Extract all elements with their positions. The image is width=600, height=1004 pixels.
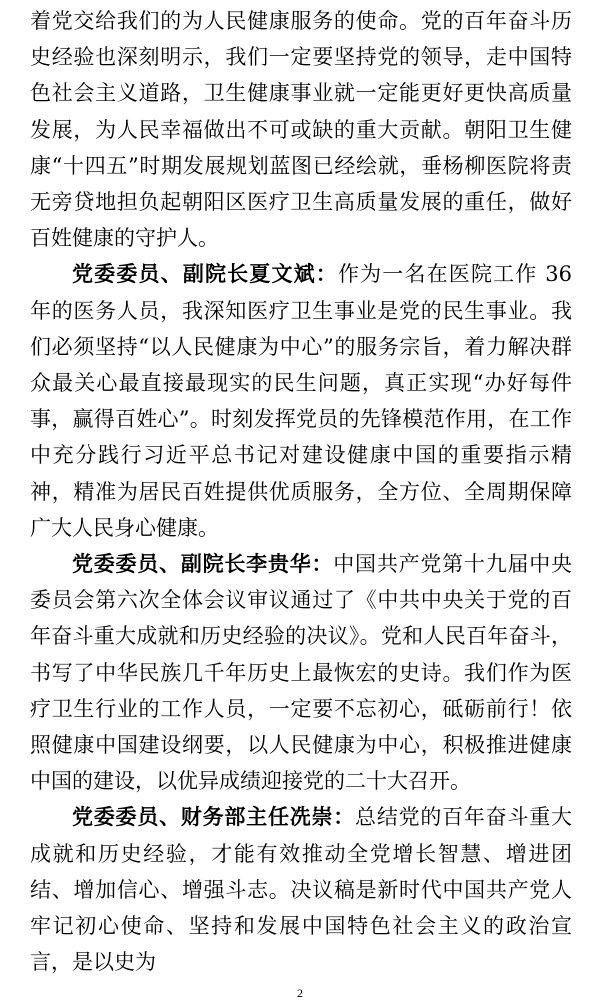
paragraph-xian-chong — [30, 799, 572, 980]
page-number: 2 — [297, 986, 303, 1000]
paragraph-continuation — [30, 3, 572, 256]
paragraph-text: 中国共产党第十九届中央委员会第六次全体会议审议通过了《中共中央关于党的百年奋斗重大成就和历史经验的决议》。党和人民百年奋斗，书写了中华民族几千年历史上最恢宏的史诗。我们作为医疗卫生行业的工作人员，一定要不忘初心，砥砺前行！依照健康中国建设纲要，以人民健康为中心，积极推进健康中国的建设，以优异成绩迎接党的二十大召开。 — [30, 552, 573, 794]
paragraph-text: 作为一名在医院工作 36 年的医务人员，我深知医疗卫生事业是党的民生事业。我们必须坚持“以人民健康为中心”的服务宗旨，着力解决群众最关心最直接最现实的民生问题，真正实现“办好每件事，赢得百姓心”。时刻发挥党员的先锋模范作用，在工作中充分践行习近平总书记对建设健康中国的重要指示精神，精准为居民百姓提供优质服务，全方位、全周期保障广大人民身心健康。 — [30, 262, 572, 540]
speaker-name: 党委委员、副院长李贵华： — [72, 552, 334, 577]
document-body — [30, 3, 572, 980]
speaker-name: 党委委员、财务部主任冼崇： — [72, 805, 356, 830]
paragraph-text: 总结党的百年奋斗重大成就和历史经验，才能有效推动全党增长智慧、增进团结、增加信心、增强斗志。决议稿是新时代中国共产党人牢记初心使命、坚持和发展中国特色社会主义的政治宣言，是以史为 — [30, 805, 573, 975]
paragraph-text: 着党交给我们的为人民健康服务的使命。党的百年奋斗历史经验也深刻明示，我们一定要坚持党的领导，走中国特色社会主义道路，卫生健康事业就一定能更好更快高质量发展，为人民幸福做出不可或缺的重大贡献。朝阳卫生健康“十四五”时期发展规划蓝图已经绘就，垂杨柳医院将责无旁贷地担负起朝阳区医疗卫生高质量发展的重任，做好百姓健康的守护人。 — [30, 9, 572, 251]
speaker-name: 党委委员、副院长夏文斌： — [72, 262, 338, 287]
paragraph-xia-wenbin — [30, 256, 572, 546]
paragraph-li-guihua — [30, 546, 572, 799]
